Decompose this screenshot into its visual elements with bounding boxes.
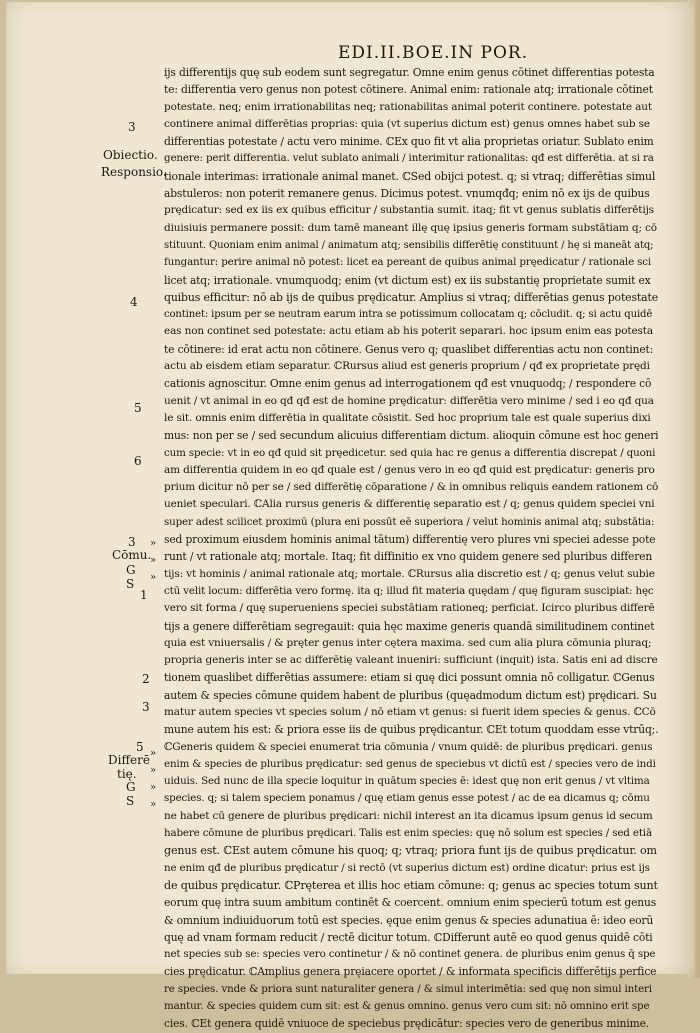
text-line: propria generis inter se ac differētię valeant inueniri: sufficiunt (inquit) ista. Satis eni ad discre: [164, 654, 658, 667]
text-line: genere: perit differentia. velut sublato animali / interimitur rationalitas: qđ est differētia. at si ra: [164, 152, 654, 165]
text-line: tijs: vt hominis / animal rationale atq; mortale. ℂRursus alia discretio est / q; genus velut subie: [164, 567, 655, 580]
margin-note: Obiectio.: [103, 148, 158, 162]
text-line: re species. vnde & priora sunt naturaliter genera / & simul interimētia: sed quę non simul interi: [164, 982, 652, 995]
text-line: am differentia quidem in eo qđ quale est / genus vero in eo qđ quid est prędicatur: generis pro: [164, 463, 655, 476]
text-line: sed proximum eiusdem hominis animal tātum) differentię vero plures vni speciei adesse pote: [164, 533, 656, 547]
text-line: prędicatur: sed ex iis ex quibus efficitur / substantia sumit. itaq; fit vt genus sublatis differētijs: [164, 204, 654, 217]
text-line: eorum quę intra suum ambitum continēt & coercent. omnium enim specierū totum est genus: [164, 896, 657, 910]
text-line: mantur. & species quidem cum sit: est & genus omnino. genus vero cum sit: nō omnino erit spe: [164, 1000, 650, 1013]
quote-marker: »: [150, 555, 157, 566]
quote-marker: »: [150, 782, 157, 793]
margin-number: 2: [142, 672, 150, 686]
text-line: continet: ipsum per se neutram earum intra se potissimum collocatam q; cōcludit. q; si actu quidē: [164, 309, 653, 321]
margin-number: 5: [134, 401, 142, 415]
text-line: continere animal differētias proprias: quia (vt superius dictum est) genus omnes habet sub se: [164, 117, 650, 130]
margin-number: 5: [136, 740, 144, 754]
quote-marker: »: [150, 799, 157, 810]
text-line: quia est vniuersalis / & pręter genus inter cętera maxima. sed cum alia plura cōmunia pluraq;: [164, 636, 652, 649]
text-line: abstuleros: non poterit remanere genus. Dicimus potest. vnumqđq; enim nō ex ijs de quibus: [164, 187, 650, 201]
main-text-block: [164, 64, 658, 1033]
margin-note: Cōmu.: [112, 548, 152, 562]
text-line: mus: non per se / sed secundum alicuius differentiam dictum. alioquin cōmune est hoc generi: [164, 429, 658, 443]
margin-number: 1: [140, 588, 148, 602]
text-line: autem & species cōmune quidem habent de pluribus (quęadmodum dictum est) prędicari. Su: [164, 688, 657, 702]
text-line: cies. ℂEt genera quidē vniuoce de speciebus prędicātur: species vero de generibus minime.: [164, 1017, 650, 1031]
text-line: actu ab eisdem etiam separatur. ℂRursus aliud est generis proprium / qđ ex proprietate prędi: [164, 360, 650, 373]
text-line: differentias potestate / actu vero minime. ℂEx quo fit vt alia proprietas oriatur. Sublato enim: [164, 135, 654, 149]
margin-note: G: [126, 563, 136, 577]
text-line: de quibus prędicatur. ℂPręterea et illis hoc etiam cōmune: q; genus ac species totum sunt: [164, 878, 658, 892]
text-line: uenit / vt animal in eo qđ qđ est de homine prędicatur: differētia vero minime / sed i eo qđ qua: [164, 394, 654, 407]
text-line: ctū velit locum: differētia vero formę. ita q; illud fit materia quędam / quę figuram suscipiat: hęc: [164, 584, 654, 597]
margin-note: S: [126, 577, 135, 591]
margin-number: 3: [128, 120, 136, 134]
text-line: runt / vt rationale atq; mortale. Itaq; fit diffinitio ex vno quidem genere sed pluribus differen: [164, 550, 653, 564]
text-line: te cōtinere: id erat actu non cōtinere. Genus vero q; quaslibet differentias actu non continet:: [164, 342, 654, 356]
text-line: mune autem his est: & priora esse iis de quibus prędicantur. ℂEt totum quoddam esse vtrūq;.: [164, 723, 658, 737]
running-head: EDI.II.BOE.IN POR.: [338, 43, 529, 63]
text-line: quibus efficitur: nō ab ijs de quibus prędicatur. Amplius si vtraq; differētias genus potestate: [164, 290, 658, 304]
text-line: species. q; si talem speciem ponamus / quę etiam genus esse potest / ac de ea dicamus q; cōmu: [164, 792, 650, 805]
text-line: cies prędicatur. ℂAmplius genera pręiacere oportet / & informata specificis differētijs perfice: [164, 965, 657, 979]
text-line: fungantur: perire animal nō potest: licet ea pereant de quibus animal pręedicatur / rationale sci: [164, 256, 652, 269]
text-line: vero sit forma / quę superueniens speciei substātiam rationeq; perficiat. Icirco pluribus differē: [164, 602, 655, 615]
text-line: stituunt. Quoniam enim animal / animatum atq; sensibilis differētię constituunt / hę si maneāt atq;: [164, 239, 654, 251]
text-line: cationis agnoscitur. Omne enim genus ad interrogationem qđ est vnuquodq; / respondere cō: [164, 377, 652, 391]
text-line: ne enim qđ de pluribus prędicatur / si rectō (vt superius dictum est) ordine dicatur: prius est ijs: [164, 861, 650, 874]
quote-marker: »: [150, 538, 157, 549]
text-line: quę ad vnam formam reducit / rectē dicitur totum. ℂDifferunt autē eo quod genus quidē cōti: [164, 930, 653, 944]
text-line: matur autem species vt species solum / nō etiam vt genus: si fuerit idem species & genus. ℂCō: [164, 705, 656, 718]
margin-number: 3: [128, 535, 136, 549]
text-line: licet atq; irrationale. vnumquodq; enim (vt dictum est) ex iis substantię proprietate sumit ex: [164, 273, 651, 287]
margin-note: Responsio.: [101, 165, 167, 179]
text-line: le sit. omnis enim differētia in qualitate cōsistit. Sed hoc proprium tale est quale superius dixi: [164, 411, 651, 424]
text-line: tijs a genere differētiam segregauit: quia hęc maxime generis quandā similitudinem continet: [164, 619, 655, 633]
margin-note: S: [126, 794, 135, 808]
text-line: prium dicitur nō per se / sed differētię cōparatione / & in omnibus reliquis eandem rationem cō: [164, 481, 658, 494]
text-line: diuisiuis permanere possit: dum tamē maneant illę quę ipsius generis formam substātiam q; cō: [164, 221, 657, 234]
text-line: te: differentia vero genus non potest cōtinere. Animal enim: rationale atq; irrationale cōtinet: [164, 83, 653, 97]
text-line: uiduis. Sed nunc de illa specie loquitur in quātum species ē: idest quę non erit genus / vt vltima: [164, 775, 650, 788]
quote-marker: »: [150, 765, 157, 776]
margin-number: 3: [142, 700, 150, 714]
text-line: ijs differentijs quę sub eodem sunt segregatur. Omne enim genus cōtinet differentias potesta: [164, 66, 655, 79]
margin-note: Differē: [108, 753, 150, 767]
text-line: eas non continet sed potestate: actu etiam ab his poterit separari. hoc ipsum enim eas potesta: [164, 325, 653, 338]
quote-marker: »: [150, 572, 157, 583]
left-margin: [0, 0, 167, 978]
text-line: tionem quaslibet differētias assumere: etiam si quę dici possunt omnia nō colligatur. ℂGenus: [164, 671, 655, 685]
text-line: ne habet cū genere de pluribus prędicari: nichil interest an ita dicamus ipsum genus id secum: [164, 809, 653, 822]
text-line: ℂGeneris quidem & speciei enumerat tria cōmunia / vnum quidē: de pluribus prędicari. genus: [164, 740, 653, 753]
text-line: potestate. neq; enim irrationabilitas neq; rationabilitas animal poterit continere. potestate aut: [164, 100, 652, 113]
text-line: ueniet speculari. ℂAlia rursus generis & differentię separatio est / q; genus quidem speciei vni: [164, 498, 655, 511]
text-line: genus est. ℂEst autem cōmune his quoq; q; vtraq; priora funt ijs de quibus prędicatur. om: [164, 844, 657, 858]
text-line: cum specie: vt in eo qđ quid sit pręedicetur. sed quia hac re genus a differentia discrepat / quoni: [164, 446, 656, 459]
text-line: & omnium indiuiduorum totū est species. ęque enim genus & species adunatiua ē: ideo eorū: [164, 913, 654, 927]
margin-number: 4: [130, 295, 138, 309]
text-line: habere cōmune de pluribus prędicari. Talis est enim species: quę nō solum est species / sed etiā: [164, 827, 652, 840]
text-line: net species sub se: species vero continetur / & nō continet genera. de pluribus enim genus q̄ spe: [164, 948, 656, 961]
text-line: tionale interimas: irrationale animal manet. ℂSed obijci potest. q; si vtraq; differētias simul: [164, 169, 656, 183]
quote-marker: »: [150, 748, 157, 759]
text-line: enim & species de pluribus prędicatur: sed genus de speciebus vt dictū est / species vero de indi: [164, 757, 656, 770]
margin-note: tię.: [117, 767, 137, 781]
text-line: super adest scilicet proximū (plura eni possūt eē superiora / velut hominis animal atq; substātia:: [164, 515, 655, 528]
margin-note: G: [126, 780, 136, 794]
margin-number: 6: [134, 454, 142, 468]
